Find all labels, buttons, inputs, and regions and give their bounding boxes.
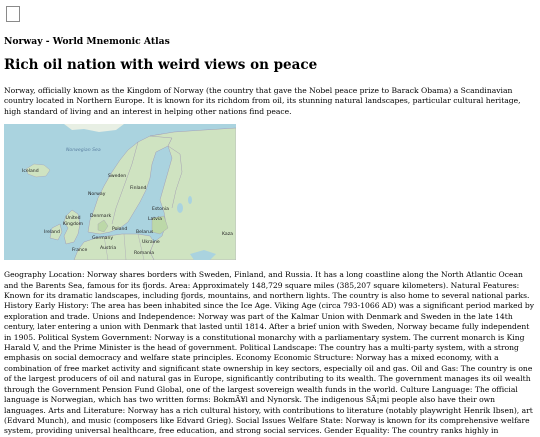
map-label-belarus: Belarus [136,230,154,236]
site-title: Norway - World Mnemonic Atlas [4,36,170,47]
europe-map-graphic [4,124,236,260]
map-label-romania: Romania [134,251,155,257]
map-label-iceland: Iceland [22,169,39,175]
map-label-germany: Germany [92,236,114,242]
article-headline: Rich oil nation with weird views on peace [4,57,318,73]
article-intro: Norway, officially known as the Kingdom of Norway (the country that gave the Nobel peace prize to Barack Obama) a Scandinavian country located in Northern Europe. It is known for its richdom from oil, its stunning natural landscapes, particular cultural heritage, high standard of living and an interest in helping other nations find peace. [4,86,521,116]
map-label-denmark: Denmark [90,214,112,220]
map-label-finland: Finland [130,186,147,192]
map-label-austria: Austria [100,246,117,252]
map-label-latvia: Latvia [148,217,162,223]
map-label-norway: Norway [88,192,106,198]
map-label-estonia: Estonia [152,207,169,213]
page-content [4,6,536,437]
map-label-united-kingdom: United Kingdom [62,216,84,228]
map-label-norwegian-sea: Norwegian Sea [66,148,101,154]
map-label-kazakhstan: Kaza [222,232,233,238]
map-label-ireland: Ireland [44,230,60,236]
map-label-poland: Poland [112,227,128,233]
map-label-france: France [72,248,88,254]
map-label-ukraine: Ukraine [142,240,160,246]
map-label-sweden: Sweden [108,174,127,180]
article-body: Geography Location: Norway shares borders with Sweden, Finland, and Russia. It has a long coastline along the North Atlantic Ocean and the Barents Sea, famous for its fjords. Area: Approximately 148,729 square miles (385,207 square kilometers). Natural Features: Known for its dramatic landscapes, including fjords, mountains, and northern lights. The country is also home to several national parks. History Early History: The area has been inhabited since the Ice Age. Viking Age (circa 793-1066 AD) was a significant period marked by exploration and trade. Unions and Independence: Norway was part of the Kalmar Union with Denmark and Sweden in the late 14th century, later entering a union with Denmark that lasted until 1814. After a brief union with Sweden, Norway became fully independent in 1905. Political System Government: Norway is a constitutional monarchy with a parliamentary system. The current monarch is King Harald V, and the Prime Minister is the head of government. Political Landscape: The country has a multi-party system, with a strong emphasis on social democracy and welfare state principles. Economy Economic Structure: Norway has a mixed economy, with a combination of free market activity and significant state ownership in key sectors, especially oil and gas. Oil and Gas: The country is one of the largest producers of oil and natural gas in Europe, significantly contributing to its wealth. The government manages its oil wealth through the Government Pension Fund Global, one of the largest sovereign wealth funds in the world. Culture Language: The official language is Norwegian, which has two written forms: BokmÃ¥l and Nynorsk. The indigenous SÃ¡mi people also have their own languages. Arts and Literature: Norway has a rich cultural history, with contributions to literature (notably playwright Henrik Ibsen), art (Edvard Munch), and music (composers like Edvard Grieg). Social Issues Welfare State: Norway is known for its comprehensive welfare system, providing universal healthcare, free education, and strong social services. Gender Equality: The country ranks highly in [4,270,535,436]
map-image [4,124,236,260]
broken-image-icon [6,6,20,22]
